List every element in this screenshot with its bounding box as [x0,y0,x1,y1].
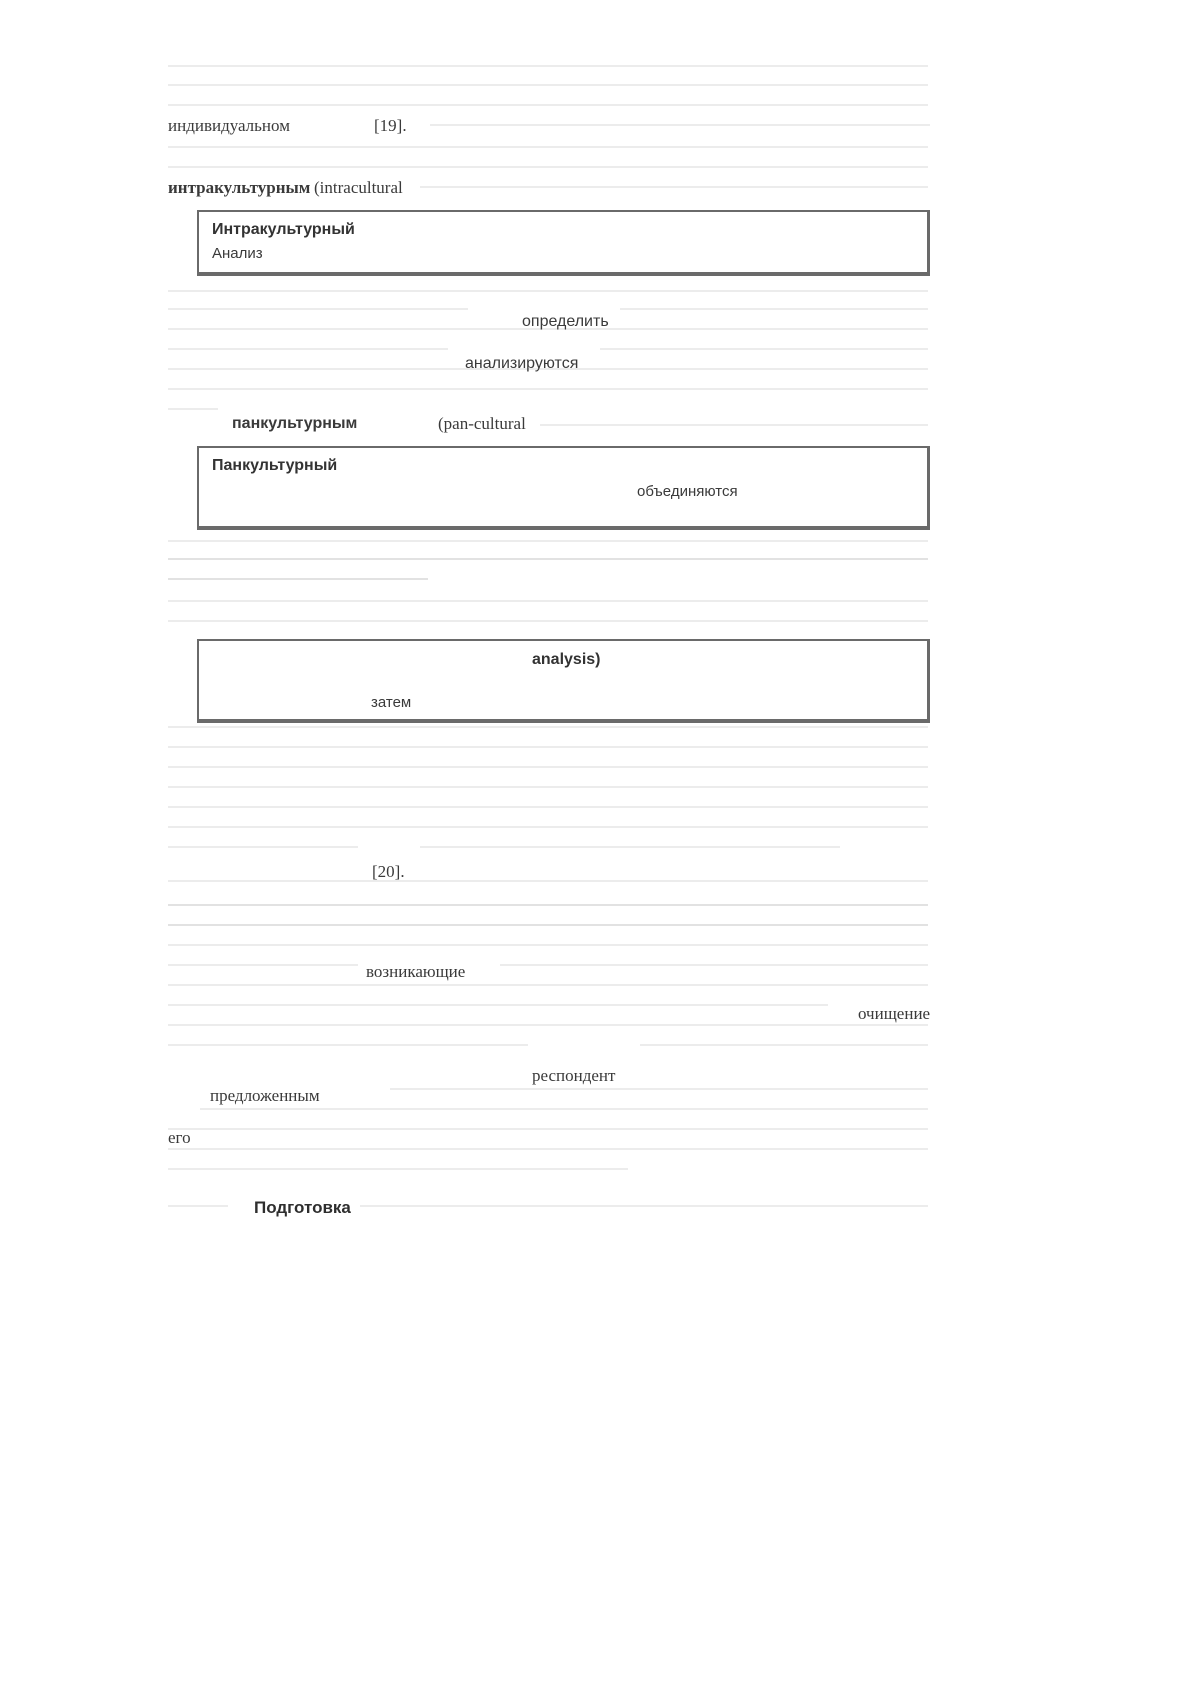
ghost-line [168,904,928,906]
ghost-line [168,308,468,310]
ghost-line [390,1088,928,1090]
ghost-line [600,348,928,350]
ghost-line [200,1108,928,1110]
ghost-line [360,1205,928,1207]
para1-word-a: индивидуальном [168,116,290,135]
ghost-line [168,558,928,560]
analysis-box [197,639,930,723]
section-heading: Подготовка [254,1198,351,1217]
ghost-line [620,308,928,310]
para6-word-c: респондент [532,1066,616,1085]
intracultural-box-subtitle: Анализ [212,245,263,262]
ghost-line [168,944,928,946]
ghost-line [168,600,928,602]
intracultural-box [197,210,930,276]
ghost-line [168,290,928,292]
ghost-line [168,104,928,106]
ghost-line [168,880,928,882]
para6-word-e: его [168,1128,191,1147]
ghost-line [168,65,928,67]
ghost-line [168,166,928,168]
ghost-line [168,620,928,622]
para2-term-en: (intracultural [314,178,403,197]
ghost-line [420,846,840,848]
para6-word-d: предложенным [210,1086,320,1105]
ghost-line [640,1044,928,1046]
ghost-line [168,348,448,350]
para1-ref-a: [19]. [374,116,407,135]
ghost-line [168,1004,828,1006]
para3-word-a: определить [522,313,609,330]
ghost-line [168,1044,528,1046]
ghost-line [420,186,928,188]
para5-ref: [20]. [372,862,405,881]
para6-word-b: очищение [858,1004,931,1023]
para4-term-en: (pan-cultural [438,414,526,433]
ghost-line [168,806,928,808]
analysis-box-word: затем [371,694,412,711]
ghost-line [168,846,358,848]
para4-term: панкультурным [232,415,358,432]
ghost-line [168,766,928,768]
para6-word-a: возникающие [366,962,466,981]
analysis-box-title: analysis) [532,651,601,668]
ghost-line [168,1024,928,1026]
ghost-line [168,726,928,728]
ghost-line [168,146,928,148]
ghost-line [168,388,928,390]
ghost-line [540,424,928,426]
ghost-line [168,1168,628,1170]
ghost-line [168,826,928,828]
ghost-line [168,408,218,410]
pancultural-box-title: Панкультурный [212,457,338,474]
para3-word-b: анализируются [465,355,579,372]
ghost-line [168,1205,228,1207]
ghost-line [168,746,928,748]
ghost-line [168,578,428,580]
ghost-line [168,84,928,86]
ghost-line [168,786,928,788]
para2-term: интракультурным [168,178,311,197]
ghost-line [168,1148,928,1150]
intracultural-box-title: Интракультурный [212,221,355,238]
ghost-line [168,964,358,966]
ghost-line [168,984,928,986]
ghost-line [430,124,930,126]
ghost-line [500,964,928,966]
ghost-line [168,924,928,926]
pancultural-box-word: объединяются [637,483,738,500]
ghost-line [168,540,928,542]
pancultural-box [197,446,930,530]
ghost-line [168,1128,928,1130]
